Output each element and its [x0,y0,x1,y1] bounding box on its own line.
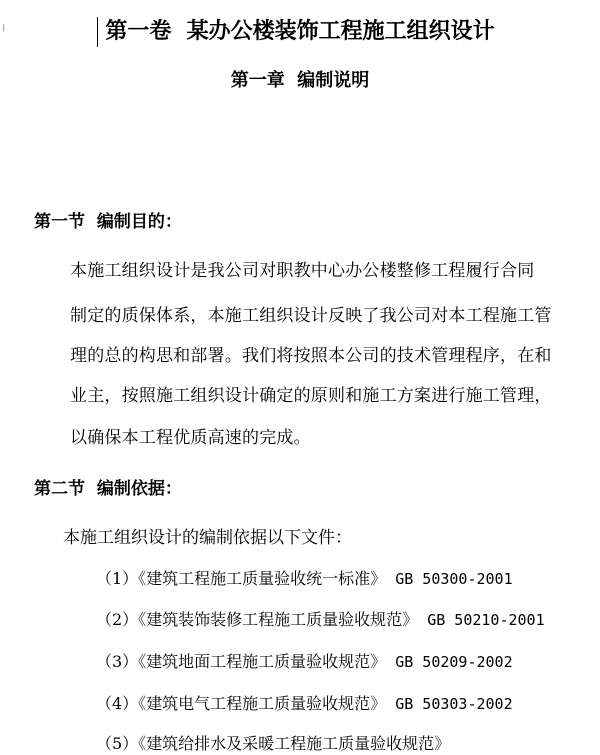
paragraph-line: 本施工组织设计是我公司对职教中心办公楼整修工程履行合同 [70,261,535,281]
standard-item [96,609,545,631]
basis-intro: 本施工组织设计的编制依据以下文件： [63,528,352,548]
standard-item [96,693,513,715]
chapter-title: 第一章 编制说明 [230,70,370,91]
standard-code: GB 50209-2002 [386,653,513,671]
paragraph-line: 制定的质保体系，本施工组织设计反映了我公司对本工程施工管 [70,306,552,326]
section-heading-purpose: 第一节 编制目的： [34,212,182,232]
standard-code: GB 50300-2001 [386,570,513,588]
section-heading-basis: 第二节 编制依据： [34,479,182,499]
standard-item [96,568,513,590]
standard-title: （4）《建筑电气工程施工质量验收规范》 [96,694,387,713]
standard-title: （3）《建筑地面工程施工质量验收规范》 [96,652,387,671]
paragraph-line: 业主，按照施工组织设计确定的原则和施工方案进行施工管理， [70,386,552,406]
paragraph-line: 理的总的构思和部署。我们将按照本公司的技术管理程序，在和 [70,346,552,366]
standard-title: （5）《建筑给排水及采暖工程施工质量验收规范》 [96,734,451,753]
margin-marker-icon: ⁞ [2,23,6,34]
volume-title: 第一卷 某办公楼装饰工程施工组织设计 [105,19,495,44]
standard-code: GB 50210-2001 [418,611,545,629]
paragraph-line: 以确保本工程优质高速的完成。 [70,428,311,448]
standard-code: GB 50303-2002 [386,695,513,713]
standard-title: （2）《建筑装饰装修工程施工质量验收规范》 [96,610,419,629]
standard-item [96,651,513,673]
standard-title: （1）《建筑工程施工质量验收统一标准》 [96,569,387,588]
standard-item [96,733,450,755]
